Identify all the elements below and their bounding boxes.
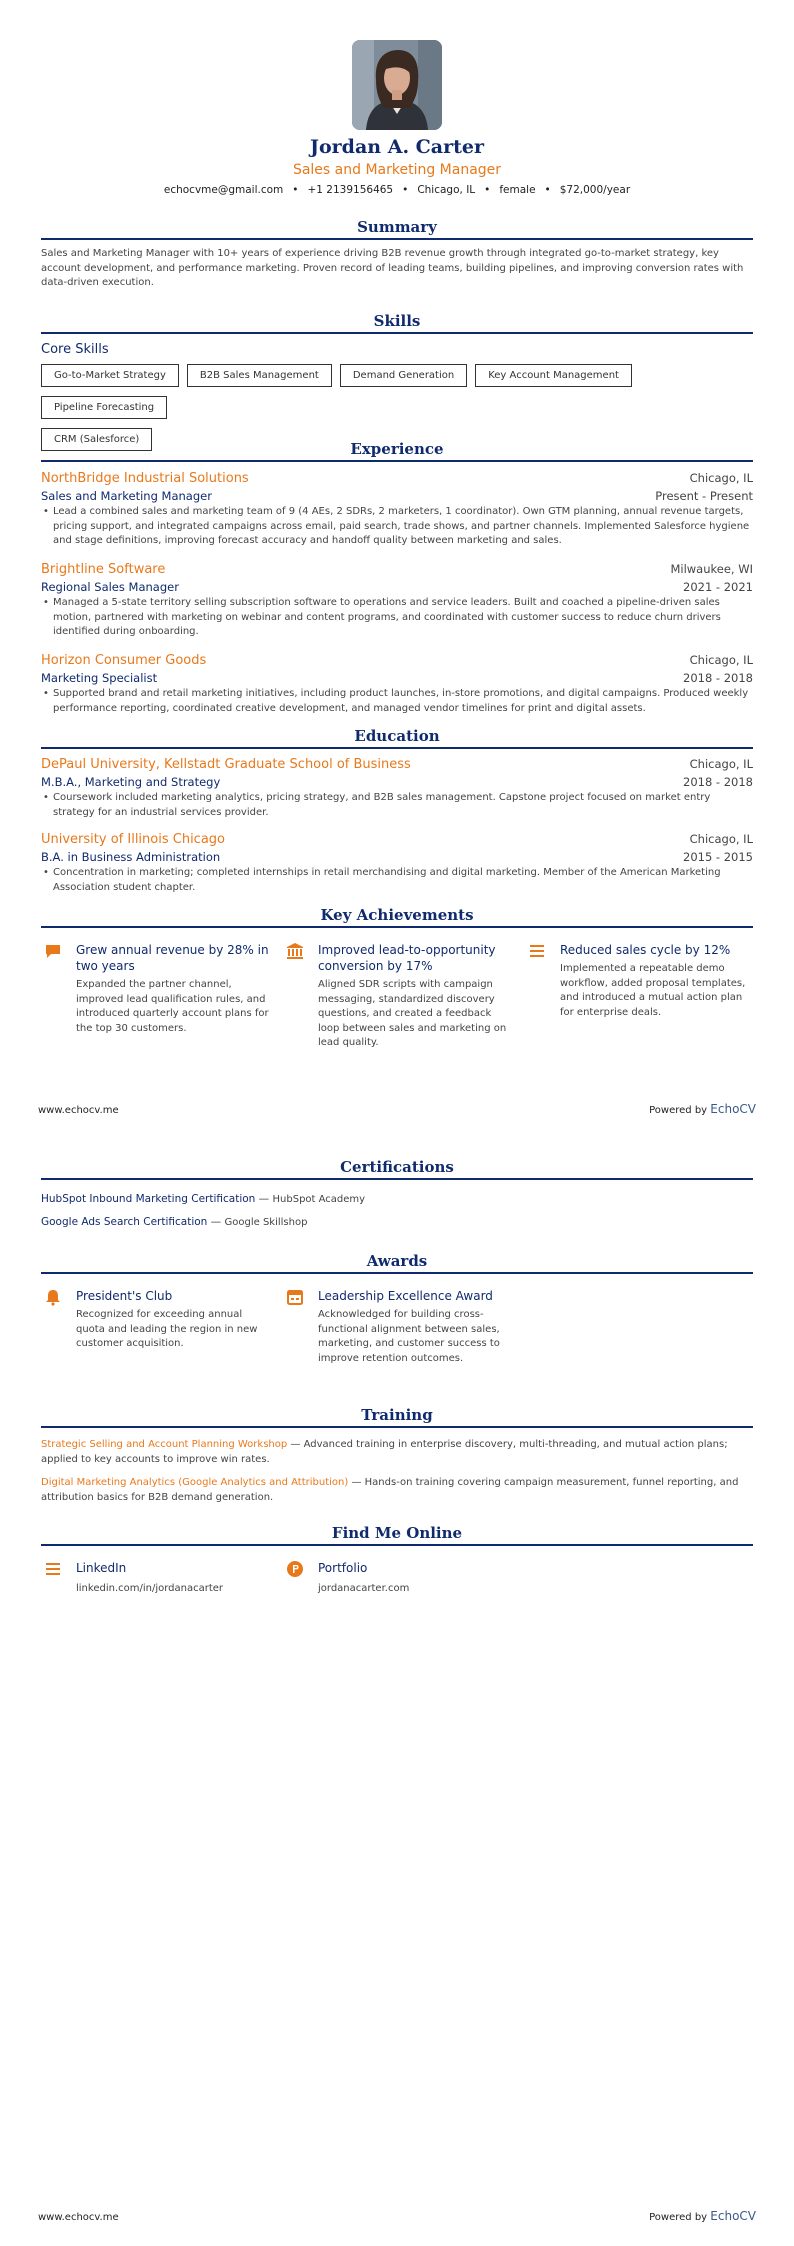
training-description: Advanced training in enterprise discovery, multi-threading, and mutual action plans; applied to key accounts to improve win rates. [41,1439,728,1465]
school-name: DePaul University, Kellstadt Graduate School of Business [41,757,411,772]
education-dates: 2018 - 2018 [683,775,753,789]
skill-chip: CRM (Salesforce) [41,428,152,451]
achievement-description: Aligned SDR scripts with campaign messaging, standardized discovery questions, and created a feedback loop between sales and marketing on lead quality. [318,979,507,1048]
job-description: • Supported brand and retail marketing initiatives, including product launches, in-store promotions, and digital campaigns. Produced weekly performance reporting, coordinated creative development, and managed vendor timelines for print and digital assets. [41,687,753,716]
list-icon [528,942,546,960]
portrait-image [352,40,442,130]
online-label: LinkedIn [76,1561,127,1575]
footer-powered [649,2209,756,2223]
training-heading: Training [41,1406,753,1428]
footer-site-link[interactable]: www.echocv.me [38,2212,119,2223]
certification-item: Google Ads Search Certification — Google Skillshop [41,1216,308,1228]
company-name: Brightline Software [41,562,166,577]
certification-name: HubSpot Inbound Marketing Certification [41,1193,256,1205]
award-card [44,1288,269,1352]
achievement-card [286,942,511,1051]
online-link-card[interactable] [286,1560,511,1597]
company-location: Chicago, IL [689,653,753,667]
online-heading: Find Me Online [41,1524,753,1546]
certification-issuer: Google Skillshop [224,1217,308,1228]
skill-chip: Go-to-Market Strategy [41,364,179,387]
speech-bubble-icon [44,942,62,960]
award-title: Leadership Excellence Award [318,1289,493,1303]
bank-icon [286,942,304,960]
footer-site-link[interactable]: www.echocv.me [38,1105,119,1116]
achievements-heading: Key Achievements [41,906,753,928]
contact-line: echocvme@gmail.com • +1 2139156465 • Chicago, IL • female • $72,000/year [163,184,631,196]
certification-name: Google Ads Search Certification [41,1216,208,1228]
candidate-title: Sales and Marketing Manager [292,162,502,178]
contact-phone[interactable]: +1 2139156465 [307,184,394,196]
training-item: Strategic Selling and Account Planning Workshop — Advanced training in enterprise discovery, multi-threading, and mutual action plans; applied to key accounts to improve win rates. [41,1439,728,1465]
achievement-title: Improved lead-to-opportunity conversion by 17% [318,943,496,973]
experience-item [41,471,753,549]
job-description: • Managed a 5-state territory selling subscription software to operations and service leaders. Built and coached a pipeline-driven sales motion, partnered with marketing on webinar and content programs, and coordinated with customer success to reduce churn drivers identified during onboarding. [41,596,753,640]
job-role: Marketing Specialist [41,671,158,685]
job-role: Regional Sales Manager [41,580,179,594]
powered-by-text: Powered by [649,2212,708,2223]
awards-heading: Awards [41,1252,753,1274]
education-item [41,757,753,820]
online-url[interactable]: jordanacarter.com [318,1583,410,1594]
skill-chip: Pipeline Forecasting [41,396,167,419]
online-label: Portfolio [318,1561,368,1575]
experience-item [41,562,753,640]
candidate-name: Jordan A. Carter [310,136,484,158]
achievement-title: Reduced sales cycle by 12% [560,943,731,957]
skill-chip: Demand Generation [340,364,467,387]
job-role: Sales and Marketing Manager [41,489,212,503]
skills-heading: Skills [41,312,753,334]
echocv-brand[interactable]: EchoCV [710,1102,756,1116]
summary-heading: Summary [41,218,753,240]
profile-photo [352,40,442,130]
skill-chip: B2B Sales Management [187,364,332,387]
achievement-description: Implemented a repeatable demo workflow, added proposal templates, and introduced a mutual action plan for enterprise deals. [560,963,746,1018]
training-name: Digital Marketing Analytics (Google Analytics and Attribution) [41,1477,349,1488]
skills-group-title: Core Skills [41,342,109,357]
certification-item: HubSpot Inbound Marketing Certification — HubSpot Academy [41,1193,366,1205]
certification-issuer: HubSpot Academy [272,1194,366,1205]
job-dates: 2018 - 2018 [683,671,753,685]
school-location: Chicago, IL [689,757,753,771]
award-card [286,1288,511,1366]
degree: M.B.A., Marketing and Strategy [41,775,221,789]
contact-location: Chicago, IL [417,184,476,196]
company-location: Chicago, IL [689,471,753,485]
education-description: • Coursework included marketing analytics, pricing strategy, and B2B sales management. Capstone project focused on market entry strategy for an industrial services provider. [41,791,753,820]
certifications-list [41,1188,753,1234]
certifications-heading: Certifications [41,1158,753,1180]
award-description: Recognized for exceeding annual quota and leading the region in new customer acquisition. [76,1309,258,1349]
summary-text: Sales and Marketing Manager with 10+ years of experience driving B2B revenue growth through integrated go-to-market strategy, key account development, and performance marketing. Proven record of leading teams, building pipelines, and improving conversion rates with data-driven execution. [41,248,744,288]
achievement-card [44,942,269,1036]
training-name: Strategic Selling and Account Planning Workshop [41,1439,288,1450]
achievement-card [528,942,753,1020]
online-link-card[interactable] [44,1560,269,1597]
company-location: Milwaukee, WI [670,562,753,576]
education-dates: 2015 - 2015 [683,850,753,864]
echocv-brand[interactable]: EchoCV [710,2209,756,2223]
school-location: Chicago, IL [689,832,753,846]
powered-by-text: Powered by [649,1105,708,1116]
company-name: NorthBridge Industrial Solutions [41,471,249,486]
education-item [41,832,753,895]
degree: B.A. in Business Administration [41,850,221,864]
experience-heading: Experience [41,440,753,462]
award-title: President's Club [76,1289,173,1303]
contact-salary: $72,000/year [559,184,631,196]
job-description: • Lead a combined sales and marketing team of 9 (4 AEs, 2 SDRs, 2 marketers, 1 coordinator). Own GTM planning, annual revenue targets, pricing support, and integrated campaigns across email, paid search, trade shows, and partner channels. Implemented Salesforce hygiene and stage definitions, improving forecast accuracy and handoff quality between marketing and sales. [41,505,753,549]
company-name: Horizon Consumer Goods [41,653,207,668]
online-url[interactable]: linkedin.com/in/jordanacarter [76,1583,224,1594]
job-dates: 2021 - 2021 [683,580,753,594]
resume-page-2 [0,1140,794,2246]
achievement-title: Grew annual revenue by 28% in two years [76,943,269,973]
contact-gender: female [499,184,536,196]
contact-email[interactable]: echocvme@gmail.com [163,184,284,196]
education-heading: Education [41,727,753,749]
skill-chip: Key Account Management [475,364,632,387]
training-description: Hands-on training covering campaign measurement, funnel reporting, and attribution basics for B2B demand generation. [41,1477,739,1503]
footer-powered [649,1102,756,1116]
portfolio-icon [286,1560,304,1578]
achievement-description: Expanded the partner channel, improved lead qualification rules, and introduced quarterly account plans for the top 30 customers. [76,979,269,1034]
bell-icon [44,1288,62,1306]
award-description: Acknowledged for building cross-functional alignment between sales, marketing, and customer success to improve retention outcomes. [318,1309,500,1364]
calendar-icon [286,1288,304,1306]
training-item: Digital Marketing Analytics (Google Analytics and Attribution) — Hands-on training covering campaign measurement, funnel reporting, and attribution basics for B2B demand generation. [41,1477,739,1503]
education-description: • Concentration in marketing; completed internships in retail merchandising and digital marketing. Member of the American Marketing Association student chapter. [41,866,753,895]
job-dates: Present - Present [655,489,753,503]
school-name: University of Illinois Chicago [41,832,225,847]
list-icon [44,1560,62,1578]
experience-item [41,653,753,716]
